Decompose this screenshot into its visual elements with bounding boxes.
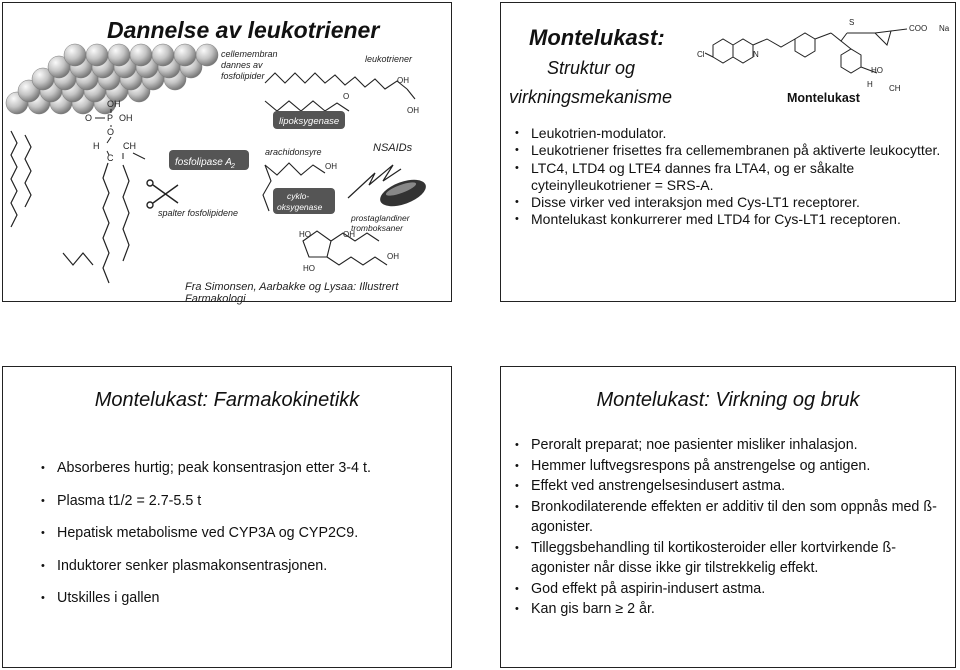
bullet-item: • Plasma t1/2 = 2.7-5.5 t <box>41 492 441 510</box>
svg-text:dannes av: dannes av <box>221 60 263 70</box>
scissors-icon <box>147 180 178 208</box>
membrane-sphere <box>130 44 152 66</box>
svg-text:cyklo-: cyklo- <box>287 191 310 201</box>
svg-text:fosfolipase A: fosfolipase A <box>175 157 232 168</box>
svg-text:P: P <box>107 113 114 123</box>
slide3-title: Montelukast: Farmakokinetikk <box>94 389 360 411</box>
slide-montelukast-structure <box>500 2 956 302</box>
membrane-sphere <box>196 44 218 66</box>
slide2-bullet-list <box>515 125 945 229</box>
molecule-name-label: Montelukast <box>787 91 860 105</box>
svg-text:OH: OH <box>325 162 337 171</box>
bullet-item: • Hepatisk metabolisme ved CYP3A og CYP2C9. <box>41 524 441 542</box>
bullet-item: • Utskilles i gallen <box>41 589 441 607</box>
leukotriene-structure <box>265 73 415 111</box>
membrane-sphere <box>86 44 108 66</box>
svg-text:CH: CH <box>123 141 136 151</box>
svg-text:prostaglandiner: prostaglandiner <box>351 213 410 223</box>
svg-text:H: H <box>867 80 873 89</box>
svg-text:fosfolipider: fosfolipider <box>221 71 265 81</box>
svg-text:OH: OH <box>119 113 133 123</box>
svg-text:C: C <box>107 153 114 163</box>
bullet-item: • Leukotriener frisettes fra cellemembranen på aktiverte leukocytter. <box>515 142 945 159</box>
bullet-item: • Tilleggsbehandling til kortikosteroider eller kortvirkende ß-agonister når disse ikke gir tilstrekkelig effekt. <box>515 538 945 579</box>
svg-text:HO: HO <box>871 66 883 75</box>
svg-text:O: O <box>85 113 93 123</box>
bullet-item: • Leukotrien-modulator. <box>515 125 945 142</box>
svg-text:tromboksaner: tromboksaner <box>351 223 403 233</box>
svg-text:H: H <box>93 141 100 151</box>
svg-text:lipoksygenase: lipoksygenase <box>279 116 340 127</box>
svg-text:OH: OH <box>397 76 409 85</box>
bullet-item: • Montelukast konkurrerer med LTD4 for Cys-LT1 receptoren. <box>515 211 945 228</box>
bullet-item: • LTC4, LTD4 og LTE4 dannes fra LTA4, og er såkalte cyteinylleukotriener = SRS-A. <box>515 160 945 195</box>
svg-text:cellemembran: cellemembran <box>221 49 278 59</box>
svg-text:oksygenase: oksygenase <box>277 202 323 212</box>
svg-text:O: O <box>343 92 350 101</box>
svg-text:2: 2 <box>231 163 235 170</box>
svg-text:HO: HO <box>299 230 311 239</box>
slide3-bullet-list <box>41 459 441 622</box>
slide-effects-and-use <box>500 366 956 668</box>
leukotriene-pathway-illustration <box>3 3 451 301</box>
svg-text:CH: CH <box>889 84 901 93</box>
svg-text:Cl: Cl <box>697 50 705 59</box>
bullet-item: • Induktorer senker plasmakonsentrasjonen. <box>41 557 441 575</box>
slide-leukotriene-formation <box>2 2 452 305</box>
membrane-sphere <box>64 44 86 66</box>
bullet-item: • Peroralt preparat; noe pasienter misliker inhalasjon. <box>515 435 945 456</box>
bullet-item: • God effekt på aspirin-indusert astma. <box>515 579 945 600</box>
svg-text:Na: Na <box>939 24 950 33</box>
svg-text:HO: HO <box>303 264 315 273</box>
svg-text:OH: OH <box>407 106 419 115</box>
slide1-title: Dannelse av leukotriener <box>107 17 380 43</box>
slide2-title: Montelukast: <box>529 25 665 50</box>
slide4-title: Montelukast: Virkning og bruk <box>596 389 860 411</box>
slide4-bullet-list <box>515 435 945 620</box>
svg-text:NSAIDs: NSAIDs <box>373 142 413 154</box>
svg-text:N: N <box>753 50 759 59</box>
svg-text:COO: COO <box>909 24 928 33</box>
slide-pharmacokinetics <box>2 366 452 668</box>
slide2-subtitle-line2: virkningsmekanisme <box>509 87 673 107</box>
svg-text:O: O <box>107 127 115 137</box>
bullet-item: • Absorberes hurtig; peak konsentrasjon etter 3-4 t. <box>41 459 441 477</box>
bullet-item: • Disse virker ved interaksjon med Cys-LT1 receptorer. <box>515 194 945 211</box>
slide2-subtitle-line1: Struktur og <box>547 58 636 78</box>
bullet-item: • Hemmer luftvegsrespons på anstrengelse og antigen. <box>515 456 945 477</box>
membrane-sphere <box>108 44 130 66</box>
svg-text:OH: OH <box>107 99 121 109</box>
source-caption: Fra Simonsen, Aarbakke og Lysaa: Illustrert Farmakologi <box>185 281 399 305</box>
svg-text:S: S <box>849 18 855 27</box>
membrane-sphere <box>152 44 174 66</box>
bullet-item: • Effekt ved anstrengelsesindusert astma. <box>515 476 945 497</box>
svg-text:spalter fosfolipidene: spalter fosfolipidene <box>158 208 239 218</box>
membrane-sphere <box>174 44 196 66</box>
bullet-item: • Bronkodilaterende effekten er additiv til den som oppnås med ß-agonister. <box>515 497 945 538</box>
svg-text:arachidonsyre: arachidonsyre <box>265 147 322 157</box>
svg-text:leukotriener: leukotriener <box>365 54 413 64</box>
svg-text:OH: OH <box>343 230 355 239</box>
svg-text:OH: OH <box>387 252 399 261</box>
bullet-item: • Kan gis barn ≥ 2 år. <box>515 599 945 620</box>
